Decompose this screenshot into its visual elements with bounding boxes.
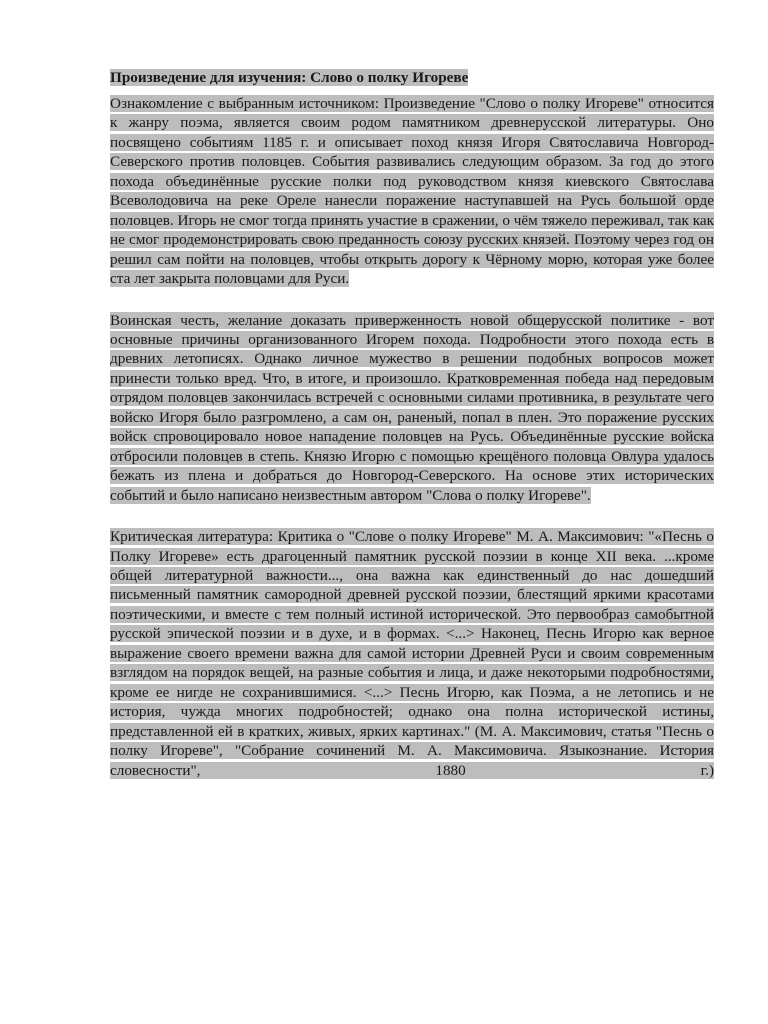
paragraph-source-intro [110,94,714,289]
paragraph-critical-literature [110,527,714,780]
paragraph-campaign-history [110,311,714,506]
document-title-text: Произведение для изучения: Слово о полку Игореве [110,69,469,86]
document-title [110,68,714,88]
document-page [110,68,714,802]
paragraph-text: Критическая литература: Критика о "Слове о полку Игореве" М. А. Максимович: "«Песнь о Полку Игореве» есть драгоценный памятник русской поэзии в конце XII века. ...кроме общей литературной важности..., она важна как единственный до нас дошедший письменный памятник самородной древней русской поэзии, блестящий яркими красотами поэтическими, и вместе с тем полный истиной исторической. Это первообраз самобытной русской эпической поэзии и в духе, и в формах. <...> Наконец, Песнь Игорю как верное выражение своего времени важна для самой истории Древней Руси и своим современным взглядом на порядок вещей, на разные события и лица, и даже некоторыми подробностями, кроме ее нигде не сохранившимися. <...> Песнь Игорю, как Поэма, а не летопись и не история, чужда многих подробностей; однако она полна исторической истины, представленной ей в кратких, живых, ярких картинах." (М. А. Максимович, статья "Песнь о полку Игореве", "Собрание сочинений М. А. Максимовича. Языкознание. История словесности", 1880 г.) [110,528,714,779]
paragraph-text: Ознакомление с выбранным источником: Произведение "Слово о полку Игореве" относится к жанру поэма, является своим родом памятником древнерусской литературы. Оно посвящено событиям 1185 г. и описывает поход князя Игоря Святославича Новгород-Северского против половцев. События развивались следующим образом. За год до этого похода объединённые русские полки под руководством князя киевского Святослава Всеволодовича на реке Ореле нанесли поражение наступавшей на Русь большой орде половцев. Игорь не смог тогда принять участие в сражении, о чём тяжело переживал, так как не смог продемонстрировать свою преданность союзу русских князей. Поэтому через год он решил сам пойти на половцев, чтобы открыть дорогу к Чёрному морю, которая уже более ста лет закрыта половцами для Руси. [110,95,714,288]
paragraph-text: Воинская честь, желание доказать приверженность новой общерусской политике - вот основные причины организованного Игорем похода. Подробности этого похода есть в древних летописях. Однако личное мужество в решении подобных вопросов может принести только вред. Что, в итоге, и произошло. Кратковременная победа над передовым отрядом половцев закончилась встречей с основными силами противника, в результате чего войско Игоря было разгромлено, а сам он, раненый, попал в плен. Это поражение русских войск спровоцировало новое нападение половцев на Русь. Объединённые русские войска отбросили половцев в степь. Князю Игорю с помощью крещёного половца Овлура удалось бежать из плена и добраться до Новгород-Северского. На основе этих исторических событий и было написано неизвестным автором "Слова о полку Игореве". [110,311,714,504]
